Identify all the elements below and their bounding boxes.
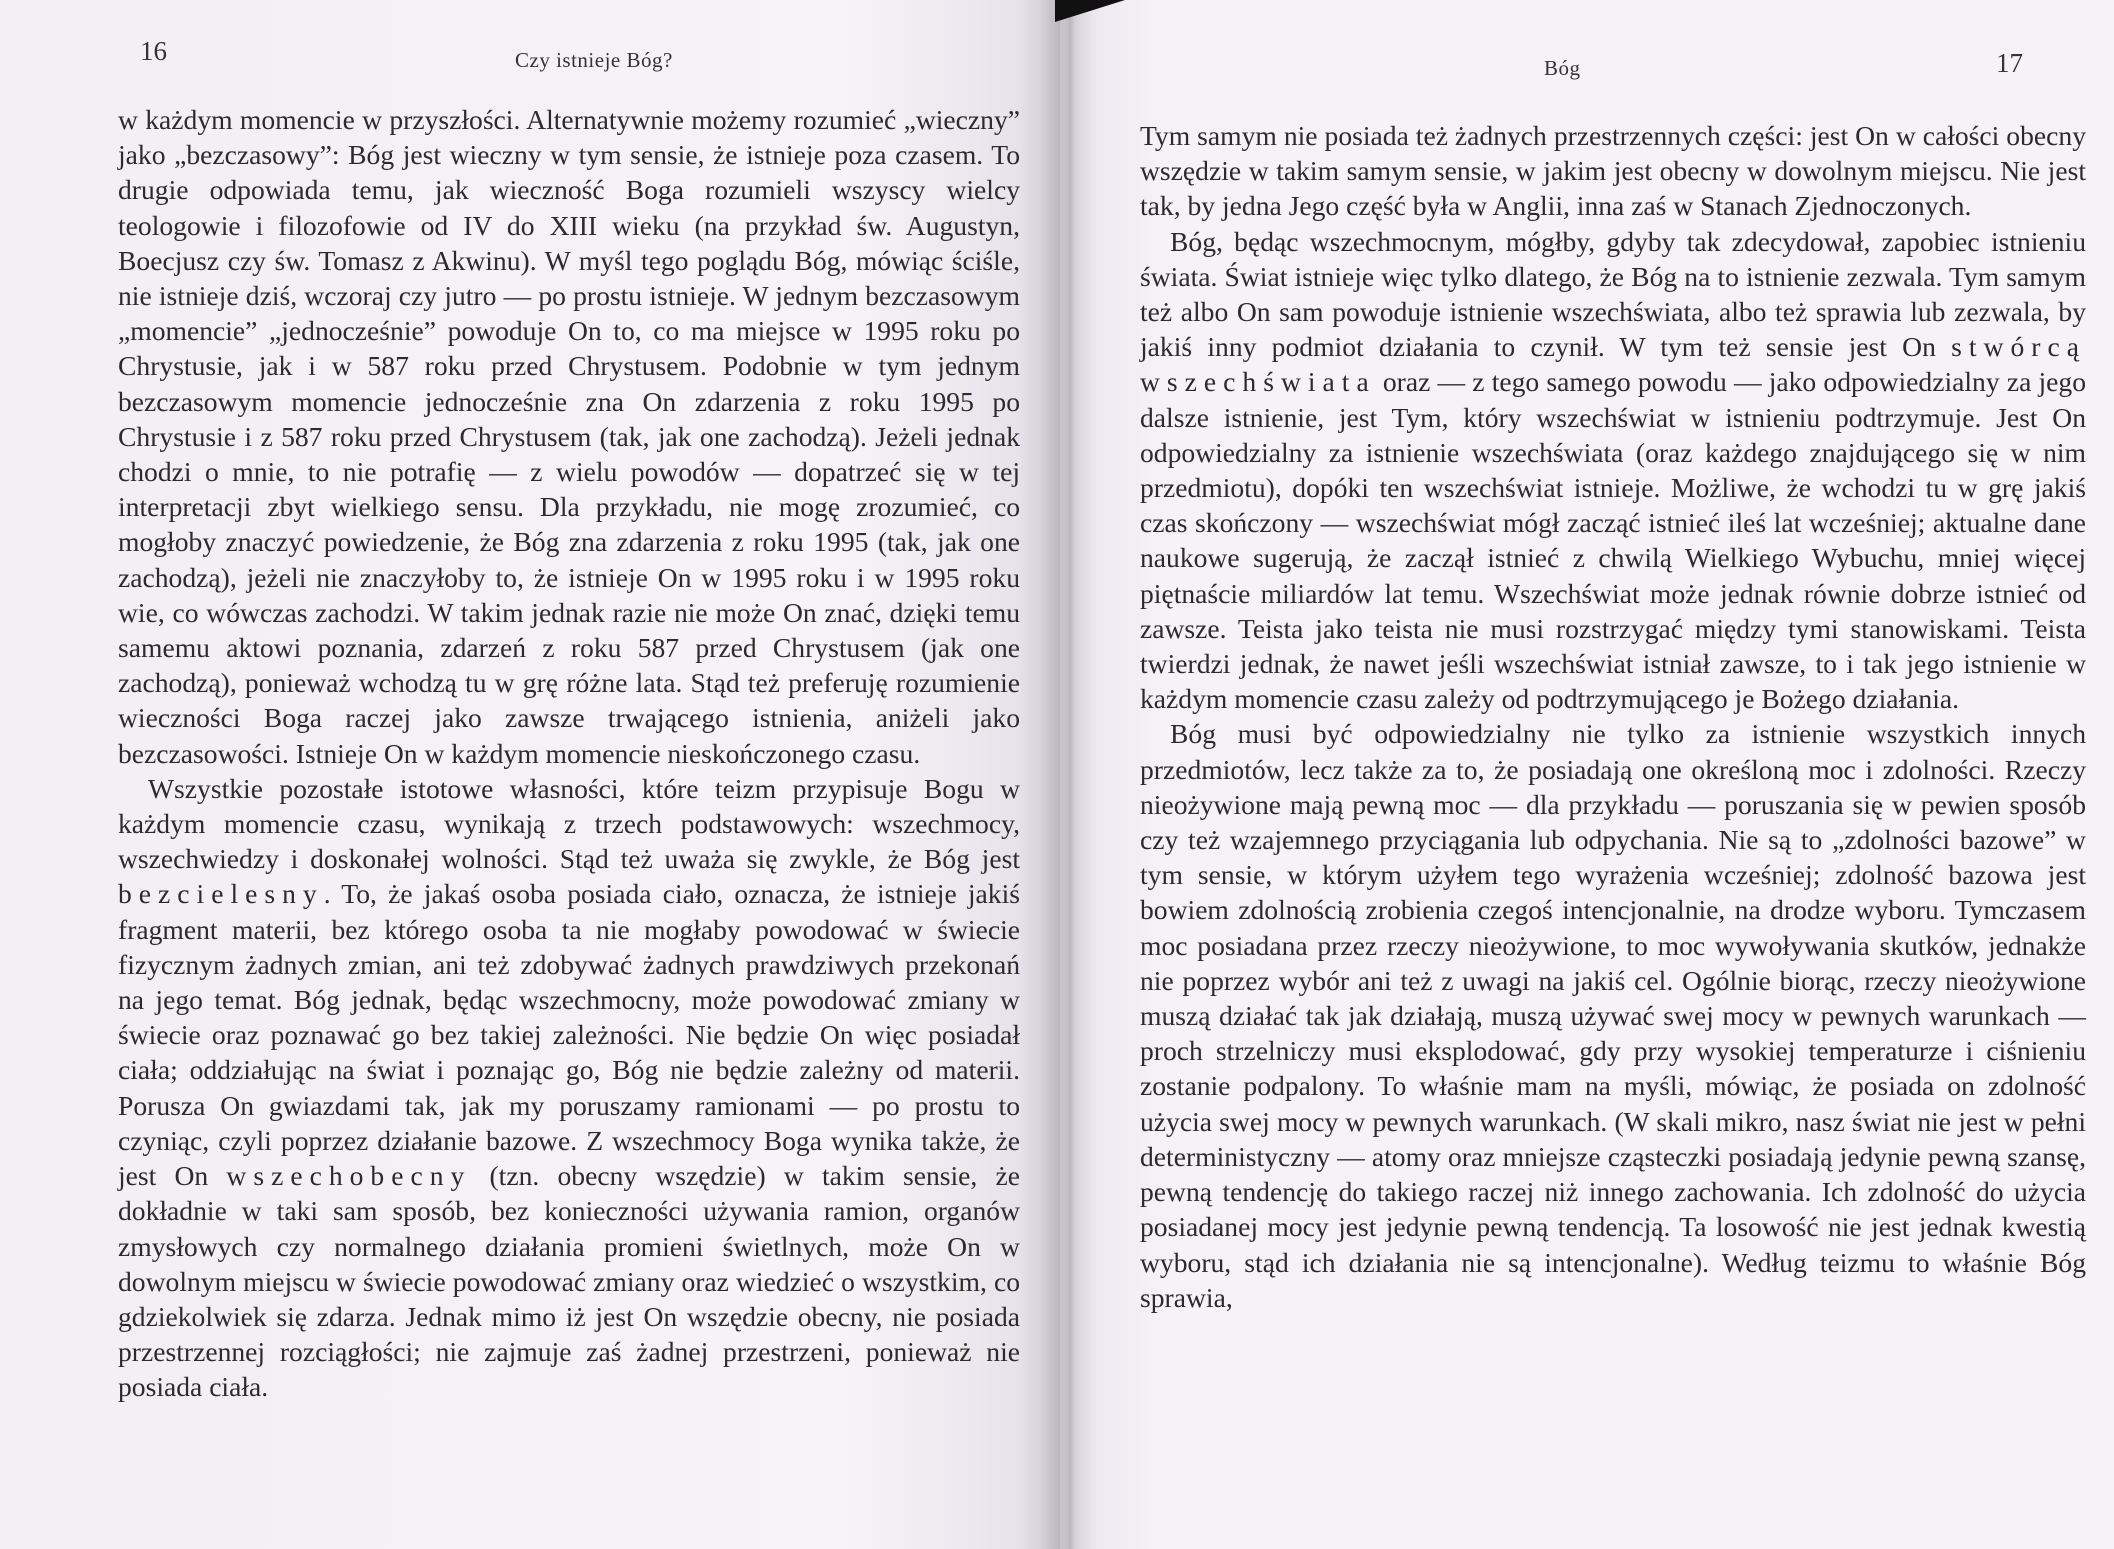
right-paragraph-3: [1140, 716, 2086, 1314]
scan-corner-shadow: [1055, 0, 1125, 22]
right-paragraph-1-text: Tym samym nie posiada też żadnych przestrzennych części: jest On w całości obecny wszędzie w takim samym sensie, w jakim jest obecny w dowolnym miejscu. Nie jest tak, by jedna Jego część była w Anglii, inna zaś w Stanach Zjednoczonych.: [1140, 120, 2086, 222]
left-paragraph-1: [118, 102, 1020, 771]
left-paragraph-3-emphasis: wszechobecny: [226, 1160, 472, 1192]
left-paragraph-2: [118, 771, 1020, 1405]
right-paragraph-2-text-after: oraz — z tego samego powodu — jako odpowiedzialny za jego dalsze istnienie, jest Tym, który wszechświat w istnieniu podtrzymuje. Jest On odpowiedzialny za istnienie wszechświata (oraz każdego znajdującego się w nim przedmiotu), dopóki ten wszechświat istnieje. Możliwe, że wchodzi tu w grę jakiś czas skończony — wszechświat mógł zacząć istnieć ileś lat wcześniej; aktualne dane naukowe sugerują, że zaczął istnieć z chwilą Wielkiego Wybuchu, mniej więcej piętnaście miliardów lat temu. Wszechświat może jednak równie dobrze istnieć od zawsze. Teista jako teista nie musi rozstrzygać między tymi stanowiskami. Teista twierdzi jednak, że nawet jeśli wszechświat istniał zawsze, to i tak jego istnienie w każdym momencie czasu zależy od podtrzymującego je Bożego działania.: [1140, 366, 2086, 715]
right-paragraph-2-text-before: Bóg, będąc wszechmocnym, mógłby, gdyby tak zdecydował, zapobiec istnieniu świata. Świat istnieje więc tylko dlatego, że Bóg na to istnienie zezwala. Tym samym też albo On sam powoduje istnienie wszechświata, albo też sprawia lub zezwala, by jakiś inny podmiot działania to czynił. W tym też sensie jest On: [1140, 225, 2086, 363]
right-page: [1060, 0, 2114, 1549]
left-page-text: [118, 102, 1020, 1405]
right-page-number: 17: [1996, 48, 2023, 78]
left-paragraph-1-text: w każdym momencie w przyszłości. Alternatywnie możemy rozumieć „wieczny” jako „bezczasowy”: Bóg jest wieczny w tym sensie, że istnieje poza czasem. To drugie odpowiada temu, jak wieczność Boga rozumieli wszyscy wielcy teologowie i filozofowie od IV do XIII wieku (na przykład św. Augustyn, Boecjusz czy św. Tomasz z Akwinu). W myśl tego poglądu Bóg, mówiąc ściśle, nie istnieje dziś, wczoraj czy jutro — po prostu istnieje. W jednym bezczasowym „momencie” „jednocześnie” powoduje On to, co ma miejsce w 1995 roku po Chrystusie, jak i w 587 roku przed Chrystusem. Podobnie w tym jednym bezczasowym momencie jednocześnie zna On zdarzenia z roku 1995 po Chrystusie i z 587 roku przed Chrystusem (tak, jak one zachodzą). Jeżeli jednak chodzi o mnie, to nie potrafię — z wielu powodów — dopatrzeć się w tej interpretacji zbyt wielkiego sensu. Dla przykładu, nie mogę zrozumieć, co mogłoby znaczyć powiedzenie, że Bóg zna zdarzenia z roku 1995 (tak, jak one zachodzą), jeżeli nie znaczyłoby to, że istnieje On w 1995 roku i w 1995 roku wie, co wówczas zachodzi. W takim jednak razie nie może On znać, dzięki temu samemu aktowi poznania, zdarzeń z roku 587 przed Chrystusem (jak one zachodzą), ponieważ wchodzą tu w grę różne lata. Stąd też preferuję rozumienie wieczności Boga raczej jako zawsze trwającego istnienia, aniżeli jako bezczasowości. Istnieje On w każdym momencie nieskończonego czasu.: [118, 104, 1020, 769]
right-running-head: Bóg: [1544, 56, 1581, 80]
left-page-number: 16: [140, 36, 167, 66]
right-paragraph-1: [1140, 118, 2086, 224]
right-page-text: [1140, 118, 2086, 1315]
right-paragraph-3-text: Bóg musi być odpowiedzialny nie tylko za istnienie wszystkich innych przedmiotów, lecz także za to, że posiadają one określoną moc i zdolności. Rzeczy nieożywione mają pewną moc — dla przykładu — poruszania się w pewien sposób czy też wzajemnego przyciągania lub odpychania. Nie są to „zdolności bazowe” w tym sensie, w którym użyłem tego wyrażenia wcześniej; zdolność bazowa jest bowiem zdolnością zrobienia czegoś intencjonalnie, na drodze wyboru. Tymczasem moc posiadana przez rzeczy nieożywione, to moc wywoływania skutków, jednakże nie poprzez wybór ani też z uwagi na jakiś cel. Ogólnie biorąc, rzeczy nieożywione muszą działać tak jak działają, muszą używać swej mocy w pewnych warunkach — proch strzelniczy musi eksplodować, gdy przy wysokiej temperaturze i ciśnieniu zostanie podpalony. To właśnie mam na myśli, mówiąc, że posiada on zdolność użycia swej mocy w pewnych warunkach. (W skali mikro, nasz świat nie jest w pełni deterministyczny — atomy oraz mniejsze cząsteczki posiadają jedynie pewną szansę, pewną tendencję do takiego raczej niż innego zachowania. Ich zdolność do użycia posiadanej mocy jest jedynie pewną tendencją. Ta losowość nie jest jednak kwestią wyboru, stąd ich działania nie są intencjonalne). Według teizmu to właśnie Bóg sprawia,: [1140, 718, 2086, 1313]
left-paragraph-3-text-after: (tzn. obecny wszędzie) w takim sensie, że dokładnie w taki sam sposób, bez konieczności używania ramion, organów zmysłowych czy normalnego działania promieni świetlnych, może On w dowolnym miejscu w świecie powodować zmiany oraz wiedzieć o wszystkim, co gdziekolwiek się zdarza. Jednak mimo iż jest On wszędzie obecny, nie posiada przestrzennej rozciągłości; nie zajmuje zaś żadnej przestrzeni, ponieważ nie posiada ciała.: [118, 1160, 1020, 1403]
left-paragraph-2-text-after: . To, że jakaś osoba posiada ciało, oznacza, że istnieje jakiś fragment materii, bez którego osoba ta nie mogłaby powodować w świecie fizycznym żadnych zmian, ani też zdobywać żadnych prawdziwych przekonań na jego temat. Bóg jednak, będąc wszechmocny, może powodować zmiany w świecie oraz poznawać go bez takiej zależności. Nie będzie On więc posiadał ciała; oddziałując na świat i poznając go, Bóg nie będzie zależny od materii. Porusza On gwiazdami tak, jak my poruszamy ramionami — po prostu to czyniąc, czyli poprzez działanie bazowe. Z wszechmocy Boga wynika także, że jest On: [118, 878, 1020, 1192]
right-paragraph-2: [1140, 224, 2086, 717]
left-running-head: Czy istnieje Bóg?: [515, 48, 673, 72]
left-paragraph-2-text-before: Wszystkie pozostałe istotowe własności, które teizm przypisuje Bogu w każdym momencie czasu, wynikają z trzech podstawowych: wszechmocy, wszechwiedzy i doskonałej wolności. Stąd też uważa się zwykle, że Bóg jest: [118, 772, 1020, 875]
right-paragraph-2-emphasis: stwórcą wszechświata: [1140, 331, 2086, 398]
left-paragraph-2-emphasis: bezcielesny: [118, 878, 324, 910]
